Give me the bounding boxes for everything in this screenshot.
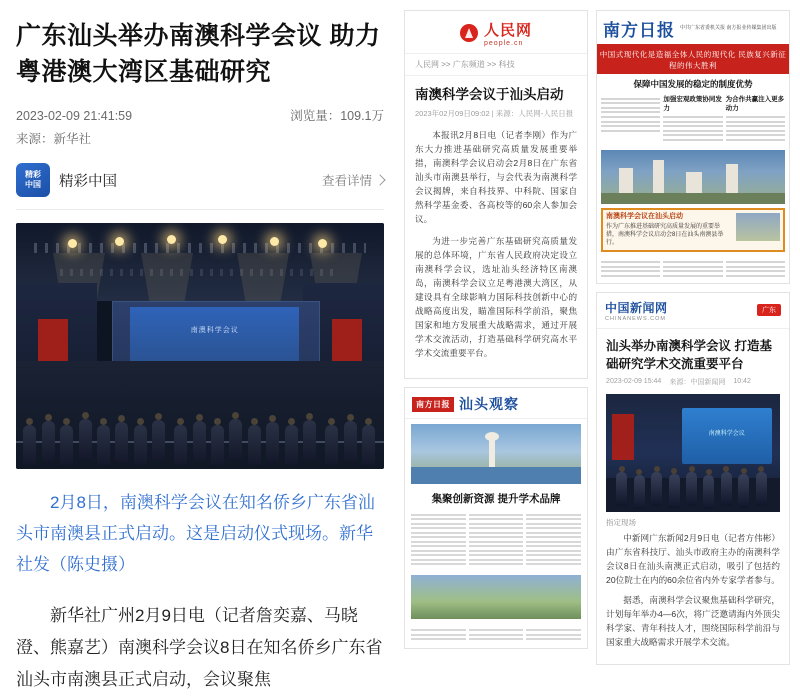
china-news-time: 2023-02-09 15:44 — [606, 378, 662, 386]
peoples-daily-paragraph: 本报讯2月8日电（记者李刚）作为广东大力推进基础研究高质量发展重要举措，南澳科学会议启动会2月8日在广东省汕头市南澳县举行，与会代表为南澳科学会议揭牌，来自科技界、中科院、国家自然科学基金委、各高校等的60余人参加会议。 — [415, 130, 578, 224]
newsprint-column — [726, 95, 785, 144]
china-news-paragraph: 中新网广东新闻2月9日电（记者方伟彬）由广东省科技厅、汕头市政府主办的南澳科学会议8日在汕头南澳正式启动，吸引了包括约20位院士在内的60余位省内外专家学者参与。 — [606, 532, 780, 585]
nanfang-masthead — [597, 11, 789, 46]
nanfang-red-band: 中国式现代化是造福全体人民的现代化 民族复兴新征程的伟大胜利 — [597, 46, 789, 74]
newsprint-column — [526, 627, 581, 643]
nanfang-columns — [597, 92, 789, 147]
shantou-observe-columns — [405, 509, 587, 573]
promo-left — [16, 163, 117, 197]
newsprint-column — [526, 511, 581, 568]
article-source-label: 来源： — [16, 132, 54, 146]
newsprint-column — [469, 511, 524, 568]
clippings-stack-left — [404, 10, 588, 674]
china-news-source: 来源：中国新闻网 — [669, 378, 726, 386]
photo-caption: 2月8日，南澳科学会议在知名侨乡广东省汕头市南澳县正式启动。这是启动仪式现场。新华社发（陈史摄） — [16, 493, 375, 574]
china-news-section-badge: 广东 — [757, 304, 781, 316]
article-column — [0, 0, 400, 689]
promo-badge-icon: 精彩 中国 — [16, 163, 50, 197]
promo-card[interactable] — [16, 163, 384, 210]
peoples-daily-header — [405, 11, 587, 54]
nanfang-col-headline-2: 为合作共赢注入更多动力 — [725, 96, 785, 112]
nanfang-photo — [601, 150, 785, 204]
china-news-photo-caption: 指定现场 — [606, 517, 637, 527]
china-news-meta — [597, 375, 789, 394]
article-hero-photo: 南澳科学会议 — [16, 223, 384, 469]
china-news-body — [597, 531, 789, 664]
china-news-logo: 中国新闻网 — [605, 300, 668, 315]
peoples-daily-logo-text: 人民网 — [484, 22, 533, 39]
china-news-paragraph: 据悉，南澳科学会议聚焦基础科学研究，计划每年举办4—6次，将广泛邀请海内外顶尖科学家、青年科技人才，围绕国际科学前沿与国家重大战略需求开展学术交流。 — [606, 594, 780, 647]
china-news-logo-sub: CHINANEWS.COM — [605, 315, 667, 322]
promo-action-label: 查看详情 — [321, 174, 372, 188]
china-news-views: 10:42 — [733, 378, 751, 386]
nanfang-columns-bottom — [597, 256, 789, 283]
newsprint-column — [663, 95, 722, 144]
newsprint-column — [601, 259, 660, 280]
nanfang-side-lines: 中共广东省委机关报 南方报业传媒集团出版 — [680, 25, 777, 31]
newsprint-column — [726, 259, 785, 280]
shantou-observe-headline: 集聚创新资源 提升学术品牌 — [431, 493, 561, 505]
article-timestamp: 2023-02-09 21:41:59 — [16, 109, 133, 123]
clipping-shantou-observe[interactable] — [404, 387, 588, 649]
newsprint-column — [663, 259, 722, 280]
china-news-header — [597, 293, 789, 329]
china-news-title: 汕头举办南澳科学会议 打造基础研究学术交流重要平台 — [606, 338, 773, 371]
clippings-column — [400, 0, 800, 674]
shantou-observe-header — [405, 388, 587, 419]
nanfang-box-title: 南澳科学会议在汕头启动 — [606, 212, 684, 220]
article-meta — [16, 106, 384, 149]
newsprint-column — [601, 95, 660, 144]
shantou-observe-name: 汕头观察 — [459, 398, 519, 413]
article-source: 新华社 — [53, 132, 92, 146]
peoples-daily-body — [405, 126, 587, 378]
peoples-daily-paragraph: 为进一步完善广东基础研究高质量发展的总体环境，广东省人民政府决定设立南澳科学会议，选址汕头经济特区南澳岛，南澳科学会议立足粤港澳大湾区，从建设具有全球影响力国际科技创新中心的战略高度出发，瞄准国际科学前沿，聚焦国家和地方发展重大战略需求，通过开展学术交流活动，打造基础科学研究高水平学术交流重要平台。 — [415, 236, 578, 358]
nanfang-box-text-wrap — [606, 213, 732, 247]
views-label: 浏览量： — [290, 109, 341, 123]
chevron-right-icon — [374, 174, 385, 185]
page-title: 广东汕头举办南澳科学会议 助力粤港澳大湾区基础研究 — [16, 22, 381, 86]
shantou-observe-logo-badge: 南方日报 — [412, 397, 454, 412]
china-news-photo: 南澳科学会议 — [606, 394, 780, 512]
nanfang-col-headline-1: 加强宏观政策协同发力 — [663, 96, 722, 112]
peoples-daily-title: 南澳科学会议于汕头启动 — [415, 87, 564, 102]
nanfang-sub-headline: 保障中国发展的稳定的制度优势 — [633, 79, 753, 89]
shantou-observe-columns-bottom — [405, 625, 587, 648]
clippings-stack-right — [596, 10, 790, 674]
newsprint-column — [411, 627, 466, 643]
peoples-daily-breadcrumb: 人民网 >> 广东频道 >> 科技 — [405, 54, 587, 76]
nanfang-highlight-box — [601, 208, 785, 252]
nanfang-box-body: 作为广东推进基础研究高质量发展的重要举措，南澳科学会议启动会8日在汕头南澳县举行。 — [606, 223, 724, 246]
clipping-nanfang-daily[interactable] — [596, 10, 790, 284]
nanfang-name: 南方日报 — [603, 21, 676, 40]
peoples-daily-meta: 2023年02月09日09:02 | 来源：人民网-人民日报 — [415, 109, 574, 118]
promo-title: 精彩中国 — [59, 173, 117, 190]
shantou-observe-photo — [411, 424, 581, 484]
newsprint-column — [469, 627, 524, 643]
shantou-observe-photo-secondary — [411, 575, 581, 619]
clipping-china-news[interactable] — [596, 292, 790, 665]
promo-action[interactable] — [322, 171, 384, 189]
clipping-peoples-daily[interactable] — [404, 10, 588, 379]
peoples-daily-logo-sub: people.cn — [484, 40, 524, 47]
peoples-daily-logo-icon — [460, 24, 478, 42]
article-body-paragraph: 新华社广州2月9日电（记者詹奕嘉、马晓澄、熊嘉艺）南澳科学会议8日在知名侨乡广东省汕头市南澳县正式启动，会议聚焦 — [16, 606, 383, 689]
nanfang-box-thumbnail — [736, 213, 780, 241]
newsprint-column — [411, 511, 466, 568]
views-count: 109.1万 — [340, 109, 384, 123]
